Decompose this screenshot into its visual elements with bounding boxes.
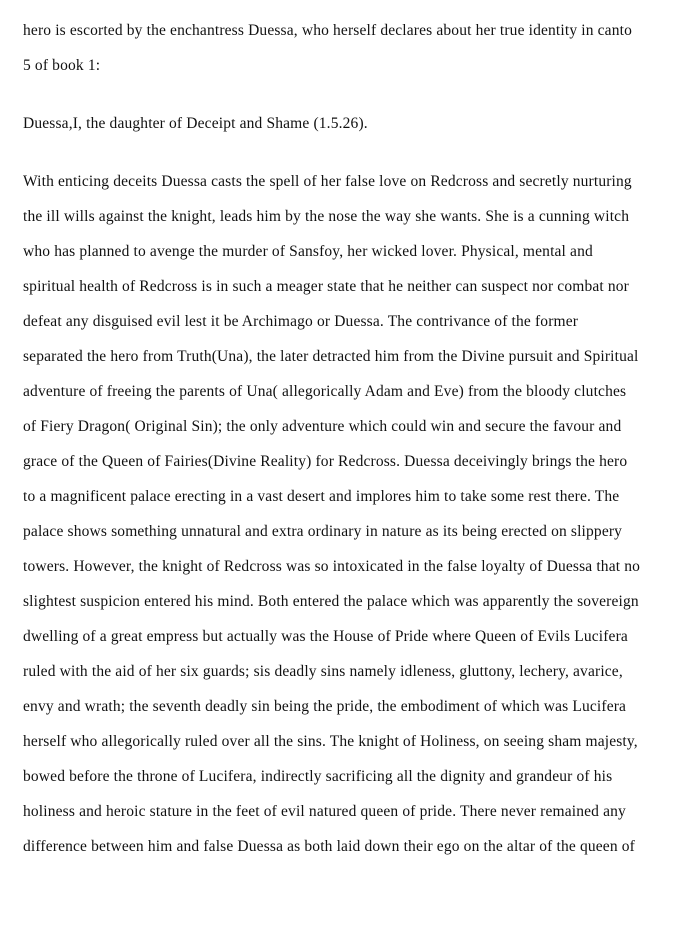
- text-line: ruled with the aid of her six guards; sis deadly sins namely idleness, gluttony, lechery, avarice,: [23, 663, 623, 680]
- text-line: to a magnificent palace erecting in a vast desert and implores him to take some rest there. The: [23, 488, 620, 505]
- text-line: who has planned to avenge the murder of Sansfoy, her wicked lover. Physical, mental and: [23, 243, 593, 260]
- paragraph-body: [23, 164, 683, 864]
- paragraph-intro: [23, 13, 683, 83]
- text-line: spiritual health of Redcross is in such a meager state that he neither can suspect nor combat nor: [23, 278, 630, 295]
- text-line: dwelling of a great empress but actually was the House of Pride where Queen of Evils Lucifera: [23, 628, 628, 645]
- text-line: grace of the Queen of Fairies(Divine Reality) for Redcross. Duessa deceivingly brings the hero: [23, 453, 628, 470]
- text-line: of Fiery Dragon( Original Sin); the only adventure which could win and secure the favour and: [23, 418, 622, 435]
- text-line: With enticing deceits Duessa casts the spell of her false love on Redcross and secretly nurturing: [23, 173, 632, 190]
- text-line: holiness and heroic stature in the feet of evil natured queen of pride. There never remained any: [23, 803, 626, 820]
- text-line: separated the hero from Truth(Una), the later detracted him from the Divine pursuit and Spiritual: [23, 348, 639, 365]
- text-line: Duessa,I, the daughter of Deceipt and Shame (1.5.26).: [23, 115, 368, 132]
- text-line: defeat any disguised evil lest it be Archimago or Duessa. The contrivance of the former: [23, 313, 579, 330]
- text-line: slightest suspicion entered his mind. Both entered the palace which was apparently the sovereign: [23, 593, 639, 610]
- text-line: difference between him and false Duessa as both laid down their ego on the altar of the queen of: [23, 838, 635, 855]
- text-line: envy and wrath; the seventh deadly sin being the pride, the embodiment of which was Lucifera: [23, 698, 627, 715]
- text-line: hero is escorted by the enchantress Duessa, who herself declares about her true identity in canto: [23, 22, 632, 39]
- text-line: adventure of freeing the parents of Una( allegorically Adam and Eve) from the bloody clutches: [23, 383, 627, 400]
- text-line: the ill wills against the knight, leads him by the nose the way she wants. She is a cunning witch: [23, 208, 630, 225]
- text-line: 5 of book 1:: [23, 57, 101, 74]
- paragraph-quotation: [23, 106, 683, 141]
- text-line: palace shows something unnatural and extra ordinary in nature as its being erected on slippery: [23, 523, 623, 540]
- text-line: bowed before the throne of Lucifera, indirectly sacrificing all the dignity and grandeur of his: [23, 768, 613, 785]
- text-column: [23, 0, 683, 864]
- text-line: herself who allegorically ruled over all the sins. The knight of Holiness, on seeing sham majesty,: [23, 733, 638, 750]
- text-line: towers. However, the knight of Redcross was so intoxicated in the false loyalty of Duessa that no: [23, 558, 641, 575]
